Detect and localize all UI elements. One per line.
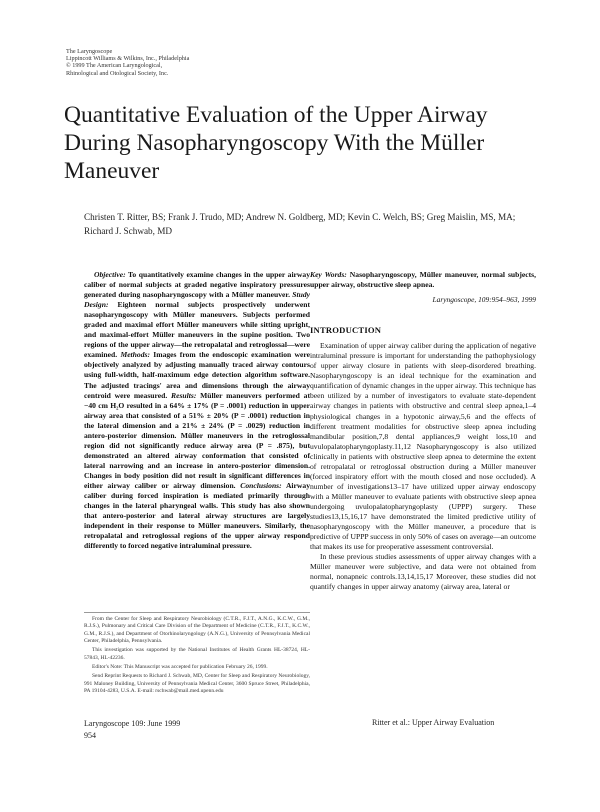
masthead-line: Lippincott Williams & Wilkins, Inc., Philadelphia <box>66 55 190 63</box>
abstract-objective: To quantitatively examine changes in the upper airway caliber of normal subjects at graded negative inspiratory pressures generated during nasopharyngoscopy with a Müller maneuver. <box>84 270 310 300</box>
right-column <box>310 270 536 592</box>
abstract-label-methods: Methods: <box>120 350 150 360</box>
abstract-label-conclusions: Conclusions: <box>240 480 282 490</box>
running-head: Ritter et al.: Upper Airway Evaluation <box>372 718 495 727</box>
intro-paragraph: Examination of upper airway caliber during the application of negative intraluminal pressure is important for understanding the pathophysiology of upper airway closure in patients with sleep-disordered breathing. Nasopharyngoscopy is an ideal technique for the examination and quantification of dynamic changes in the upper airway. This technique has been utilized by a number of investigators to evaluate state-dependent airway changes in patients with obstructive and central sleep apnea,1–4 physiological changes in a hypotonic airway,5,6 and the effects of different treatment modalities for obstructive sleep apnea including mandibular position,7,8 dental appliances,9 weight loss,10 and uvulopalatopharyngoplasty.11,12 Nasopharyngoscopy is also utilized clinically in patients with obstructive sleep apnea to determine the extent of retropalatal or retroglossal obstruction during a Müller maneuver (forced inspiratory effort with the mouth closed and nose occluded). A number of investigations13–17 have utilized upper airway endoscopy with a Müller maneuver to evaluate patients with obstructive sleep apnea undergoing uvulopalatopharyngoplasty (UPPP) surgery. These studies13,15,16,17 have demonstrated the limited predictive utility of nasopharyngoscopy with the Müller maneuver, a procedure that is predictive of UPPP success in only 50% of cases on average—an outcome that makes its use for preoperative assessment controversial. <box>310 341 536 552</box>
abstract-study-design: Eighteen normal subjects prospectively underwent nasopharyngoscopy with Müller maneuvers. Subjects performed graded and maximal effort Müller maneuvers while sitting upright, and maximal-effort Müller maneuvers in the supine position. Two regions of the upper airway—the retropalatal and retroglossal—were examined. <box>84 300 310 360</box>
abstract-conclusions-part1: Airway caliber during forced inspiration is mediated primarily through changes in the lateral pharyngeal walls. This study has also shown that antero-posterior and lateral airway structures are largely independent in their response to Müller maneuvers. Similarly, the retropalatal and retroglossal regions of the upper airway respond differently to forced negative intraluminal pressure. <box>84 480 310 551</box>
abstract-results: Müller maneuvers performed at −40 cm H₂O resulted in a 64% ± 17% (P = .0001) reduction in upper airway area that consisted of a 51% ± 20% (P = .0001) reduction in the lateral dimension and a 21% ± 24% (P = .0029) reduction in antero-posterior dimension. Müller maneuvers in the retroglossal region did not significantly reduce airway area (P = .875), but demonstrated an altered airway conformation that consisted of lateral narrowing and an increase in antero-posterior dimension. Changes in body position did not result in significant differences in either airway caliber or airway dimension. <box>84 390 310 490</box>
abstract-keywords-text <box>310 270 536 290</box>
abstract-text <box>84 270 310 551</box>
masthead-line: Rhinological and Otological Society, Inc. <box>66 69 169 77</box>
intro-paragraph: In these previous studies assessments of upper airway changes with a Müller maneuver were subjective, and data were not obtained from normal, nonapneic controls.13,14,15,17 Moreover, these studies did not quantify changes in upper airway anatomy (airway area, lateral or <box>310 552 536 592</box>
introduction-body <box>310 341 536 592</box>
abstract-label-results: Results: <box>171 390 197 400</box>
section-heading-introduction: INTRODUCTION <box>310 325 382 336</box>
journal-masthead <box>66 48 326 77</box>
abstract-methods: Images from the endoscopic examination were objectively analyzed by adjusting manually traced airway contours using full-width, half-maximum edge detection algorithm software. The adjusted tracings' area and dimensions through the airway centroid were measured. <box>84 350 311 400</box>
journal-citation: Laryngoscope, 109:954–963, 1999 <box>432 295 536 305</box>
page-footer-left <box>84 718 180 742</box>
abstract <box>84 270 310 551</box>
abstract-label-objective: Objective: <box>94 270 126 279</box>
author-list: Christen T. Ritter, BS; Frank J. Trudo, MD; Andrew N. Goldberg, MD; Kevin C. Welch, BS; Greg Maislin, MS, MA; Richard J. Schwab, MD <box>84 212 516 236</box>
abstract-label-key-words: Key Words: <box>310 270 347 279</box>
article-title: Quantitative Evaluation of the Upper Airway During Nasopharyngoscopy With the Müller Maneuver <box>64 102 488 184</box>
footnote-reprint-requests: Send Reprint Requests to Richard J. Schwab, MD, Center for Sleep and Respiratory Neurobiology, 991 Maloney Building, University of Pennsylvania Medical Center, 3600 Spruce Street, Philadelphia, PA 19104-4283, U.S.A. E-mail: rschwab@mail.med.upenn.edu <box>84 673 310 695</box>
footer-journal-line: Laryngoscope 109: June 1999 <box>84 719 181 728</box>
masthead-line: The Laryngoscope <box>66 48 113 55</box>
abstract-continued <box>310 270 536 290</box>
page-number: 954 <box>84 731 96 740</box>
abstract-label-study-design: Study Design: <box>84 290 310 310</box>
author-footnotes <box>84 612 310 697</box>
left-column <box>84 270 310 551</box>
footnote-funding: This investigation was supported by the National Institutes of Health Grants HL-38724, HL-57843, HL-42236. <box>84 647 310 661</box>
footnote-rule <box>84 612 310 613</box>
masthead-line: © 1999 The American Laryngological, <box>66 62 163 70</box>
footnote-affiliation: From the Center for Sleep and Respiratory Neurobiology (C.T.R., F.J.T., A.N.G., K.C.W., G.M., R.J.S.), Pulmonary and Critical Care Division of the Department of Medicine (C.T.R., F.J.T., K.C.W., G.M., R.J.S.), and Department of Otorhinolaryngology (A.N.G.), University of Pennsylvania Medical Center, Philadelphia, Pennsylvania. <box>84 616 310 645</box>
abstract-key-words: Nasopharyngoscopy, Müller maneuver, normal subjects, upper airway, obstructive sleep apnea. <box>310 270 536 290</box>
footnote-editor-note: Editor's Note: This Manuscript was accepted for publication February 26, 1999. <box>92 664 268 671</box>
